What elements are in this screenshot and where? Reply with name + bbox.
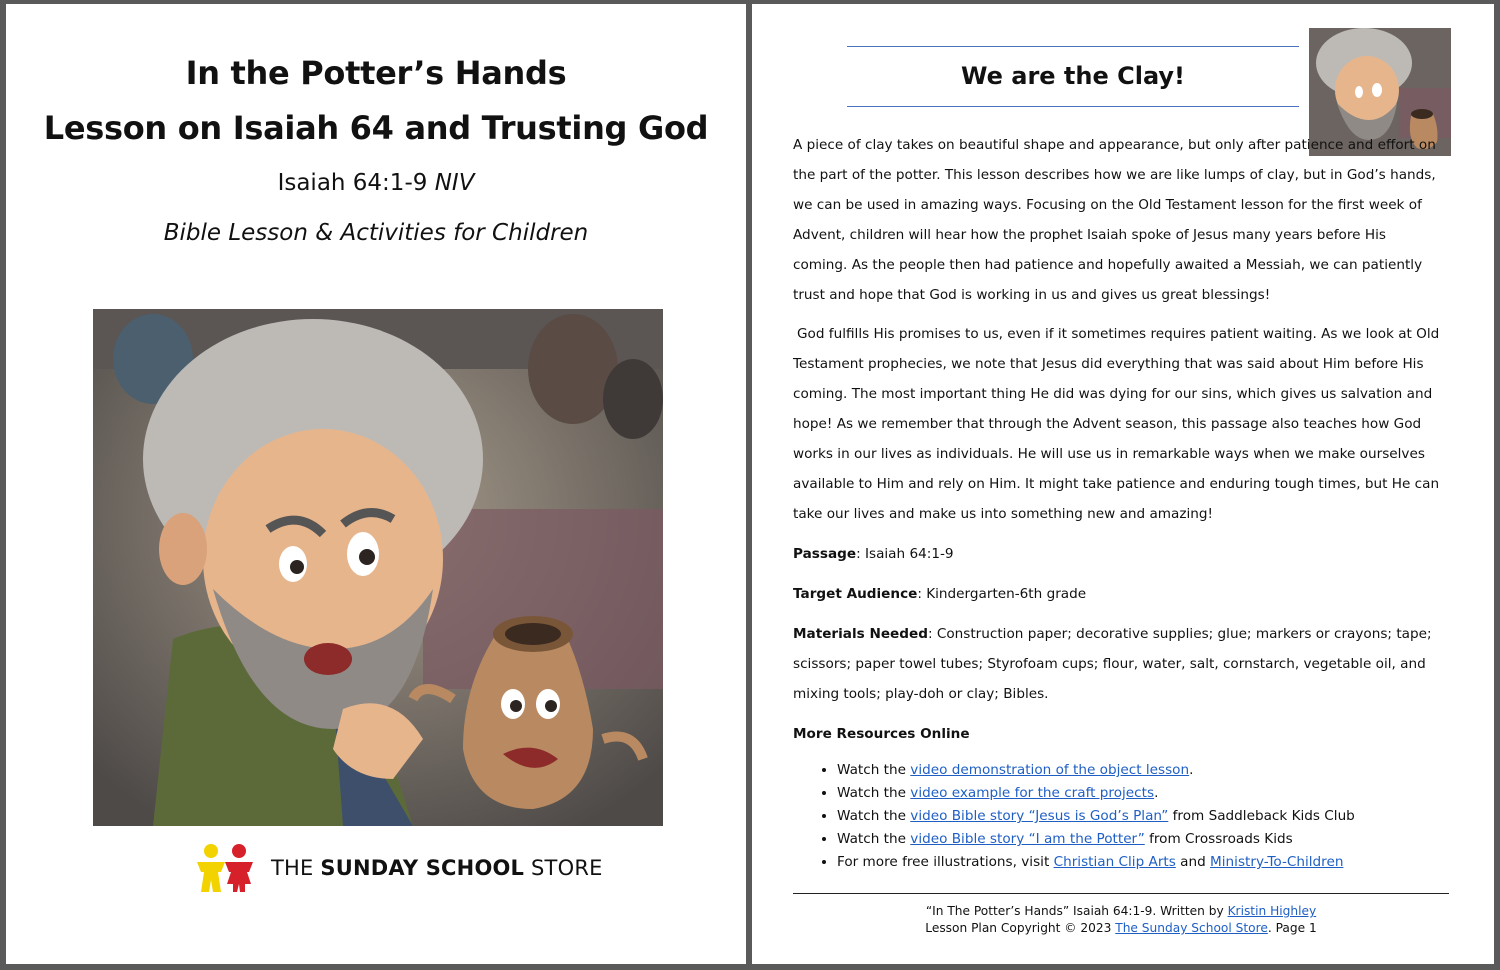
footer-rule [793,893,1449,894]
cover-title-line2: Lesson on Isaiah 64 and Trusting God [43,109,709,147]
cover-page [6,4,746,964]
cover-title-line1: In the Potter’s Hands [185,54,567,92]
resource-text: from Crossroads Kids [1144,831,1293,847]
brand-name [271,856,603,880]
footer-page-number: . Page 1 [1267,921,1317,935]
resource-text: Watch the [837,808,911,824]
children-figures-icon [191,842,261,894]
potter-illustration [93,309,663,826]
list-item [837,805,1457,828]
brand-suffix: STORE [531,856,603,880]
translation-label: NIV [434,170,475,196]
resource-text: . [1189,762,1194,778]
lesson-page [752,4,1494,964]
passage-line [793,539,1443,569]
second-paragraph: God fulfills His promises to us, even if it sometimes requires patient waiting. As we look at Old Testament prophecies, we note that Jesus did everything that was said about Him before His coming. The most important thing He did was dying for our sins, which gives us salvation and hope! As we remember that through the Advent season, this passage also teaches how God works in our lives as individuals. He will use us in remarkable ways when we make ourselves available to Him and rely on Him. It might take patience and enduring tough times, but He can take our lives and make us into something new and amazing! [793,326,1440,522]
resource-text: from Saddleback Kids Club [1168,808,1355,824]
footer-line1 [793,903,1449,920]
materials-line [793,619,1443,709]
list-item [837,851,1457,874]
audience-value: : Kindergarten-6th grade [917,586,1087,602]
brand-prefix: THE [271,856,314,880]
resource-text: Watch the [837,762,911,778]
cover-passage [6,170,746,196]
list-item [837,759,1457,782]
page-footer [793,903,1449,937]
title-rule-bottom [847,106,1299,107]
brand-logo [191,842,603,894]
footer-credit: “In The Potter’s Hands” Isaiah 64:1-9. Written by [925,904,1228,918]
resources-heading [793,719,1443,749]
resource-text: Watch the [837,785,911,801]
intro-paragraph: A piece of clay takes on beautiful shape and appearance, but only after patience and effort on the part of the potter. This lesson describes how we are like lumps of clay, but in God’s hands, we can be used in amazing ways. Focusing on the Old Testament lesson for the first week of Advent, children will hear how the prophet Isaiah spoke of Jesus many years before His coming. As the people then had patience and hopefully awaited a Messiah, we can patiently trust and hope that God is working in us and gives us great blessings! [793,137,1436,303]
ministry-to-children-link[interactable]: Ministry-To-Children [1210,854,1344,870]
resource-link-gods-plan[interactable]: video Bible story “Jesus is God’s Plan” [910,808,1169,824]
audience-line [793,579,1443,609]
resources-list [793,759,1457,874]
resource-link-i-am-the-potter[interactable]: video Bible story “I am the Potter” [910,831,1145,847]
list-item [837,828,1457,851]
materials-value: : Construction paper; decorative supplies; glue; markers or crayons; tape; scissors; paper towel tubes; Styrofoam cups; flour, water, salt, cornstarch, vegetable oil, and mixing tools; play-doh or clay; Bibles. [793,626,1432,702]
resource-link-object-lesson[interactable]: video demonstration of the object lesson [910,762,1190,778]
audience-label: Target Audience [793,586,918,602]
resource-text: and [1175,854,1211,870]
footer-line2 [793,920,1449,937]
resource-link-craft-projects[interactable]: video example for the craft projects [910,785,1155,801]
materials-label: Materials Needed [793,626,928,642]
resource-text: Watch the [837,831,911,847]
christian-clip-arts-link[interactable]: Christian Clip Arts [1053,854,1176,870]
title-rule-top [847,46,1299,47]
cover-subtitle: Bible Lesson & Activities for Children [163,220,589,246]
list-item [837,782,1457,805]
resource-text: For more free illustrations, visit [837,854,1054,870]
store-link[interactable]: The Sunday School Store [1115,921,1268,935]
passage-reference: Isaiah 64:1-9 [277,170,428,196]
passage-value: : Isaiah 64:1-9 [856,546,954,562]
resources-heading-text: More Resources Online [793,726,970,742]
brand-bold: SUNDAY SCHOOL [320,856,525,880]
author-link[interactable]: Kristin Highley [1227,904,1317,918]
footer-copyright: Lesson Plan Copyright © 2023 [925,921,1116,935]
resource-text: . [1154,785,1159,801]
lesson-title: We are the Clay! [961,62,1185,90]
passage-label: Passage [793,546,857,562]
